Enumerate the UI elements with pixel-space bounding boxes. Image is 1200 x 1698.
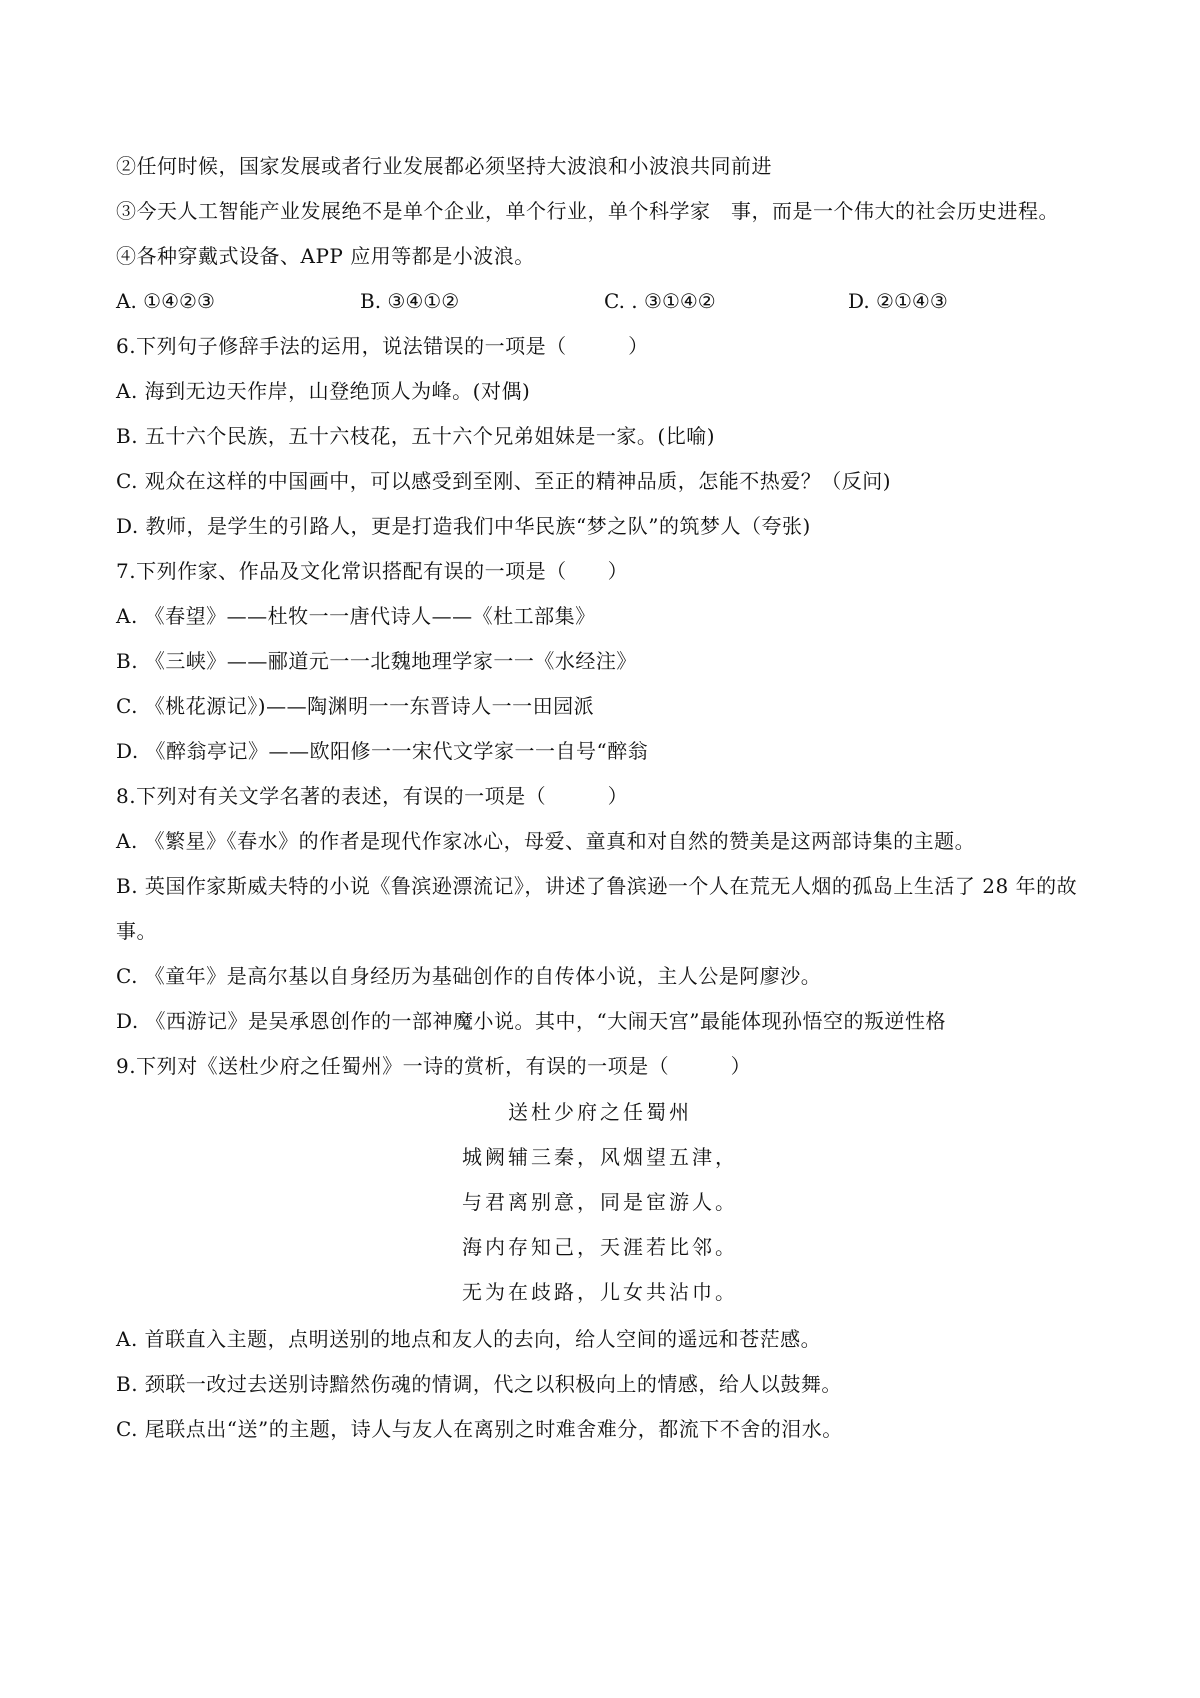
q7-option-d: D. 《醉翁亭记》——欧阳修一一宋代文学家一一自号“醉翁 xyxy=(116,739,649,763)
q7-option-c: C. 《桃花源记》)——陶渊明一一东晋诗人一一田园派 xyxy=(116,694,595,718)
q9-option-b: B. 颈联一改过去送别诗黯然伤魂的情调，代之以积极向上的情感，给人以鼓舞。 xyxy=(116,1372,842,1396)
q8-option-d: D. 《西游记》是吴承恩创作的一部神魔小说。其中，“大闹天宫”最能体现孙悟空的叛逆性格 xyxy=(116,1009,946,1033)
q6-stem: 6.下列句子修辞手法的运用，说法错误的一项是（ ） xyxy=(116,334,649,358)
q9-option-c: C. 尾联点出“送”的主题，诗人与友人在离别之时难舍难分，都流下不舍的泪水。 xyxy=(116,1417,843,1441)
statement-4: ④各种穿戴式设备、APP 应用等都是小波浪。 xyxy=(116,244,535,268)
q8-option-c: C. 《童年》是高尔基以自身经历为基础创作的自传体小说，主人公是阿廖沙。 xyxy=(116,964,822,988)
q6-option-c: C. 观众在这样的中国画中，可以感受到至刚、至正的精神品质，怎能不热爱？（反问) xyxy=(116,469,892,493)
q7-stem: 7.下列作家、作品及文化常识搭配有误的一项是（ ） xyxy=(116,559,629,583)
poem-line-2: 与君离别意，同是宦游人。 xyxy=(462,1190,738,1214)
poem-line-1: 城阙辅三秦，风烟望五津， xyxy=(462,1145,738,1169)
q8-option-b: B. 英国作家斯威夫特的小说《鲁滨逊漂流记》，讲述了鲁滨逊一个人在荒无人烟的孤岛上生活了 28 年的故 xyxy=(116,874,1078,898)
q8-stem: 8.下列对有关文学名著的表述，有误的一项是（ ） xyxy=(116,784,629,808)
q5-option-d: D. ②①④③ xyxy=(848,289,948,313)
q9-stem: 9.下列对《送杜少府之任蜀州》一诗的赏析，有误的一项是（ ） xyxy=(116,1054,752,1078)
poem-line-3: 海内存知己，天涯若比邻。 xyxy=(462,1235,738,1259)
q7-option-b: B. 《三峡》——郦道元一一北魏地理学家一一《水经注》 xyxy=(116,649,637,673)
q9-option-a: A. 首联直入主题，点明送别的地点和友人的去向，给人空间的遥远和苍茫感。 xyxy=(116,1327,822,1351)
statement-3: ③今天人工智能产业发展绝不是单个企业，单个行业，单个科学家 事，而是一个伟大的社会历史进程。 xyxy=(116,199,1059,223)
q5-option-a: A. ①④②③ xyxy=(116,289,215,313)
q5-option-c: C. . ③①④② xyxy=(604,289,716,313)
q7-option-a: A. 《春望》——杜牧一一唐代诗人——《杜工部集》 xyxy=(116,604,596,628)
statement-2: ②任何时候，国家发展或者行业发展都必须坚持大波浪和小波浪共同前进 xyxy=(116,154,772,178)
q6-option-d: D. 教师，是学生的引路人，更是打造我们中华民族“梦之队”的筑梦人（夸张) xyxy=(116,514,811,538)
poem-line-4: 无为在歧路，儿女共沾巾。 xyxy=(462,1280,738,1304)
q5-option-b: B. ③④①② xyxy=(360,289,460,313)
q8-option-a: A. 《繁星》《春水》的作者是现代作家冰心，母爱、童真和对自然的赞美是这两部诗集的主题。 xyxy=(116,829,976,853)
q6-option-a: A. 海到无边天作岸，山登绝顶人为峰。(对偶) xyxy=(116,379,531,403)
poem-title: 送杜少府之任蜀州 xyxy=(508,1100,692,1124)
q8-option-b-cont: 事。 xyxy=(116,919,157,943)
q6-option-b: B. 五十六个民族，五十六枝花，五十六个兄弟姐妹是一家。(比喻) xyxy=(116,424,716,448)
